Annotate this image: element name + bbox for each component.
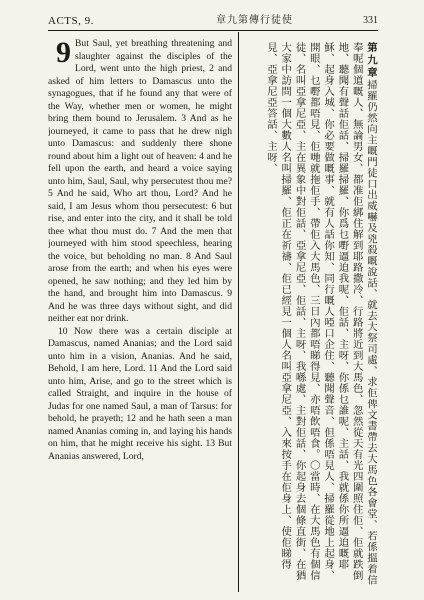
chinese-text-column bbox=[244, 42, 378, 587]
english-text-column bbox=[48, 38, 232, 586]
header-book-chapter: ACTS, 9. bbox=[48, 15, 94, 27]
running-header bbox=[48, 14, 378, 28]
header-chinese-title: 章九第傳行徒使 bbox=[216, 15, 293, 26]
chinese-chapter-title: 第九章 bbox=[365, 42, 377, 80]
header-rule bbox=[48, 30, 378, 31]
english-paragraph-1 bbox=[48, 38, 232, 326]
chapter-dropcap: 9 bbox=[56, 38, 71, 69]
column-divider bbox=[238, 32, 239, 592]
chinese-body-text: 掃羅仍然向主嘅門徒口出威嚇及兇殺嘅說話、就去大祭司處、求佢俾文書帶去大馬色各會堂、若係搵着信奉呢個道嘅人、無論男女、都准佢綁住解到耶路撒冷、行路將近到大馬色、忽然從天有光四圍照住佢、佢就跌倒地、聽聞有聲話佢話、掃羅掃羅、你爲乜嘢逼迫我呢、佢話、主呀、你係乜誰呢、主話、我就係你所逼迫嘅耶穌、起身入城、你必要做嘅事、就有人話你知、同行嘅人啞口企住、聽聞聲音、但係唔見人、掃羅從地上起身、開眼、乜嘢都唔見、佢哋就拖佢手、帶佢入大馬色、三日內都唔睇得見、亦唔飲唔食。〇當時、在大馬色有個信徒、名叫亞拿尼亞、主在異象中對佢話、亞拿尼亞、佢話、主呀、我喺處、主對佢話、你起身去個條直街、在猶大家中訪問一個大數人名叫掃羅、佢正在祈禱、佢已經見一個人名叫亞拿尼亞、入來按手在佢身上、使佢睇得見、亞拿尼亞答話、主呀、 bbox=[264, 42, 377, 586]
english-paragraph-1-text: But Saul, yet breathing threatening and slaughter against the disciples of the Lord, went unto the high priest, 2 and asked of him letters to Damascus unto the synagogues, that if he found any that were of the Way, whether men or women, he might bring them bound to Jerusalem. 3 And as he journeyed, it came to pass that he drew nigh unto Damascus: and suddenly there shone round about him a light out of heaven: 4 and he fell upon the earth, and heard a voice saying unto him, Saul, Saul, why persecutest thou me? 5 And he said, Who art thou, Lord? And he said, I am Jesus whom thou persecutest: 6 but rise, and enter into the city, and it shall be told thee what thou must do. 7 And the men that journeyed with him stood speechless, hearing the voice, but beholding no man. 8 And Saul arose from the earth; and when his eyes were opened, he saw nothing; and they led him by the hand, and brought him into Damascus. 9 And he was three days without sight, and did neither eat nor drink. bbox=[48, 38, 232, 324]
page-number: 331 bbox=[363, 15, 378, 26]
english-paragraph-2: 10 Now there was a certain disciple at Damascus, named Ananias; and the Lord said unto him in a vision, Ananias. And he said, Behold, I am here, Lord. 11 And the Lord said unto him, Arise, and go to the street which is called Straight, and inquire in the house of Judas for one named Saul, a man of Tarsus: for behold, he prayeth; 12 and he hath seen a man named Ananias coming in, and laying his hands on him, that he might receive his sight. 13 But Ananias answered, Lord, bbox=[48, 325, 232, 462]
